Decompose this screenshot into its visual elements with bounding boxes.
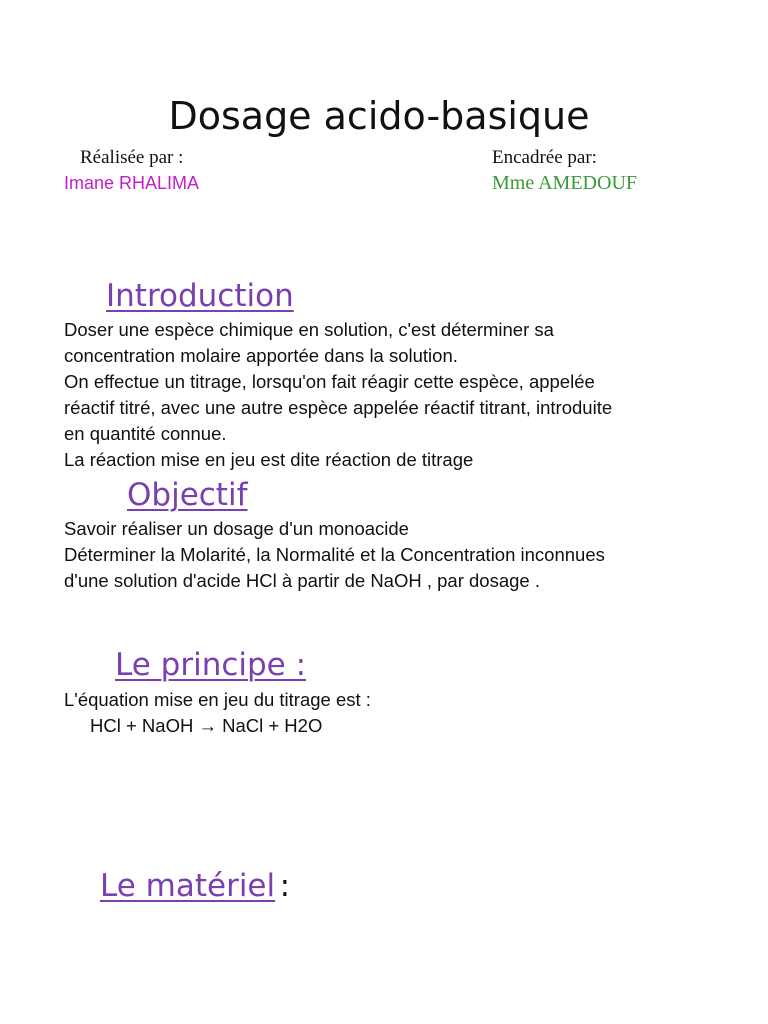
supervisor-label: Encadrée par: [492, 147, 597, 168]
author-label: Réalisée par : [80, 147, 184, 168]
page-title: Dosage acido-basique [168, 94, 590, 138]
introduction-heading: Introduction [106, 278, 294, 314]
supervisor-name: Mme AMEDOUF [492, 172, 638, 194]
principe-line: L'équation mise en jeu du titrage est : [64, 689, 371, 710]
introduction-paragraph [64, 317, 714, 473]
introduction-line: en quantité connue. [64, 423, 227, 444]
introduction-line: On effectue un titrage, lorsqu'on fait réagir cette espèce, appelée [64, 371, 595, 392]
objectif-line: d'une solution d'acide HCl à partir de NaOH , par dosage . [64, 570, 540, 591]
objectif-line: Déterminer la Molarité, la Normalité et la Concentration inconnues [64, 544, 605, 565]
principe-paragraph [64, 687, 714, 739]
materiel-heading-row [100, 867, 290, 905]
objectif-paragraph [64, 516, 714, 594]
introduction-line: Doser une espèce chimique en solution, c'est déterminer sa [64, 319, 554, 340]
introduction-line: concentration molaire apportée dans la solution. [64, 345, 458, 366]
objectif-line: Savoir réaliser un dosage d'un monoacide [64, 518, 409, 539]
author-name: Imane RHALIMA [64, 173, 200, 193]
principe-heading: Le principe : [115, 647, 307, 683]
introduction-line: réactif titré, avec une autre espèce appelée réactif titrant, introduite [64, 397, 613, 418]
materiel-colon: : [279, 868, 291, 904]
titration-equation: HCl + NaOH → NaCl + H2O [90, 715, 323, 736]
introduction-line: La réaction mise en jeu est dite réaction de titrage [64, 449, 474, 470]
materiel-heading: Le matériel [100, 868, 276, 904]
objectif-heading: Objectif [127, 477, 248, 513]
